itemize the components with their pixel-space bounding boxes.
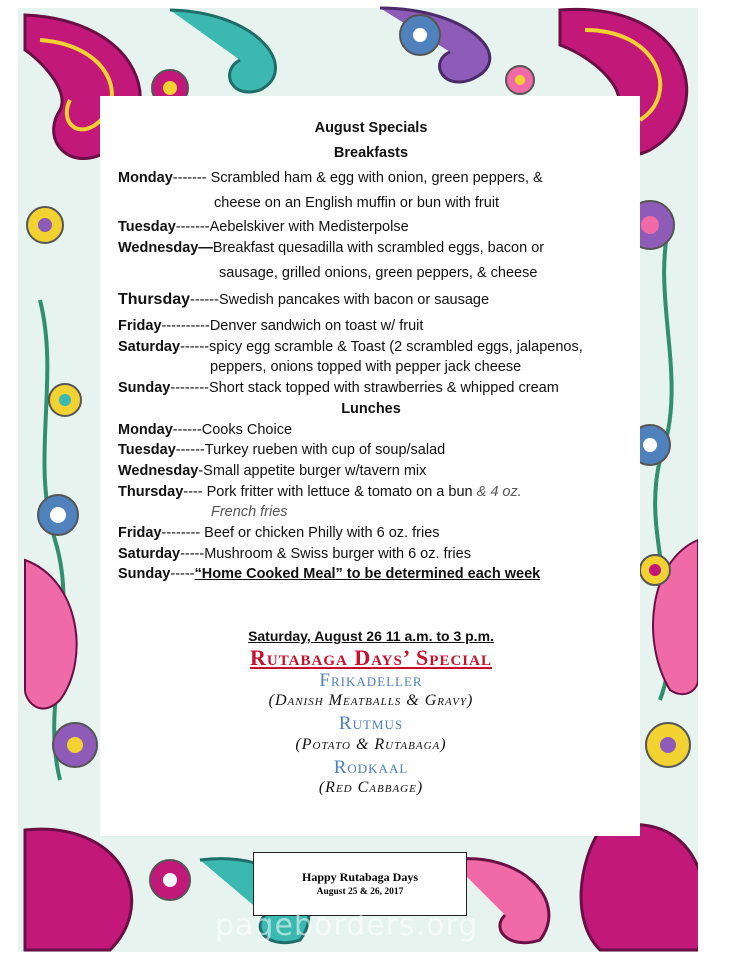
lunch-friday: Friday-------- Beef or chicken Philly with 6 oz. fries: [118, 525, 440, 541]
dish-rutmus: Rutmus: [338, 713, 404, 734]
breakfast-wednesday-cont: sausage, grilled onions, green peppers, & cheese: [219, 265, 538, 281]
lunch-thursday: Thursday---- Pork fritter with lettuce & tomato on a bun & 4 oz.: [118, 484, 522, 500]
dish-rodkaal-note: (Red Cabbage): [318, 779, 424, 796]
breakfast-thursday: Thursday------Swedish pancakes with bacon or sausage: [118, 291, 490, 308]
footer-box-dates: August 25 & 26, 2017: [316, 887, 404, 897]
event-title: Rutabaga Days’ Special: [250, 645, 492, 670]
lunch-wednesday: Wednesday-Small appetite burger w/tavern mix: [118, 463, 427, 479]
lunch-saturday: Saturday-----Mushroom & Swiss burger with 6 oz. fries: [118, 546, 471, 562]
breakfast-wednesday: Wednesday—Breakfast quesadilla with scrambled eggs, bacon or: [118, 240, 545, 256]
footer-box-title: Happy Rutabaga Days: [301, 870, 419, 884]
breakfast-monday: Monday------- Scrambled ham & egg with onion, green peppers, &: [118, 170, 543, 186]
dish-frikadeller-note: (Danish Meatballs & Gravy): [268, 692, 474, 709]
event-date: Saturday, August 26 11 a.m. to 3 p.m.: [248, 628, 494, 644]
dish-rodkaal: Rodkaal: [333, 757, 409, 778]
dish-frikadeller: Frikadeller: [319, 670, 423, 691]
breakfast-saturday: Saturday------spicy egg scramble & Toast (2 scrambled eggs, jalapenos,: [118, 339, 583, 355]
breakfast-monday-cont: cheese on an English muffin or bun with fruit: [214, 195, 500, 211]
watermark: pageborders.org: [215, 908, 479, 943]
footer-box: [253, 852, 467, 916]
breakfast-sunday: Sunday--------Short stack topped with strawberries & whipped cream: [118, 380, 559, 396]
breakfast-saturday-cont: peppers, onions topped with pepper jack cheese: [210, 359, 522, 375]
dish-rutmus-note: (Potato & Rutabaga): [295, 736, 447, 753]
lunch-monday: Monday------Cooks Choice: [118, 422, 293, 438]
lunch-heading: Lunches: [341, 401, 401, 417]
breakfast-tuesday: Tuesday-------Aebelskiver with Medisterpolse: [118, 219, 409, 235]
breakfast-heading: Breakfasts: [333, 145, 409, 161]
page-title: August Specials: [314, 120, 428, 136]
lunch-thursday-cont: French fries: [211, 504, 288, 520]
lunch-tuesday: Tuesday------Turkey rueben with cup of soup/salad: [118, 442, 446, 458]
breakfast-friday: Friday----------Denver sandwich on toast w/ fruit: [118, 318, 424, 334]
lunch-sunday: Sunday-----“Home Cooked Meal” to be determined each week: [118, 566, 541, 582]
